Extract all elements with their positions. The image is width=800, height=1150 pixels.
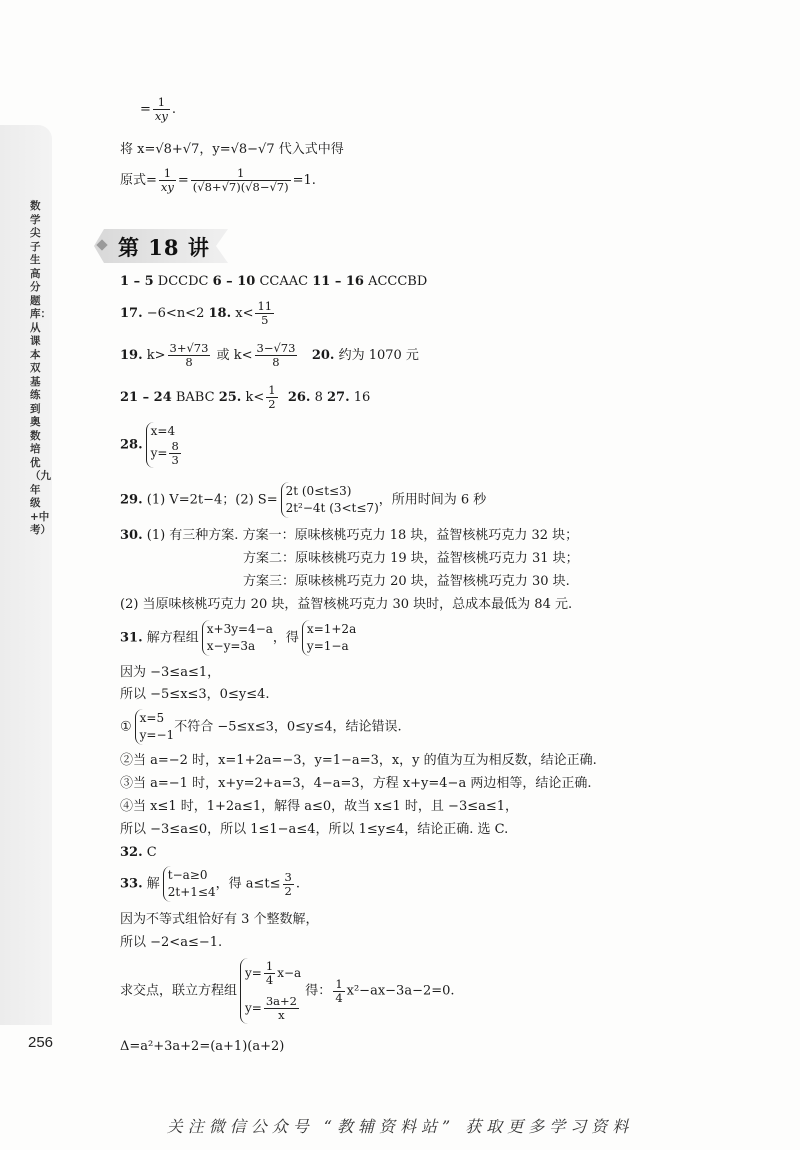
footer-watermark: 关注微信公众号 “教辅资料站” 获取更多学习资料 — [166, 1117, 634, 1136]
fraction: $\frac{3a+2}{x}$ — [265, 994, 297, 1022]
sidebar — [0, 125, 52, 1025]
sidebar-book-title: 数学尖子生高分题库：从课本双基练到奥数培优（九年级+中考） — [30, 200, 51, 536]
fraction: $\frac{1}{4}$ — [335, 976, 343, 1005]
diamond-icon — [96, 239, 107, 250]
fraction: $\frac{8}{3}$ — [171, 439, 179, 467]
answer-19-20: 19. k> $\frac{3+√73}{8}$ 或 k< $\frac{3-√73}{8}$ 20. 约为 1070 元 — [120, 341, 419, 369]
answer-33-line-4: 求交点，联立方程组 y= $\frac{1}{4}$ x−a y= $\frac{3a+2}{x}$ 得： $\frac{1}{4}$ x²−ax−3a−2=0. — [120, 959, 455, 1022]
top-line-1: = $\frac{1}{xy}$ . — [140, 95, 177, 123]
fraction: $\frac{1}{4}$ — [265, 959, 274, 987]
answer-31-line-2: 因为 −3≤a≤1， — [120, 665, 221, 680]
answer-31-line-8: 所以 −3≤a≤0，所以 1≤1−a≤4，所以 1≤y≤4，结论正确. 选 C. — [120, 822, 509, 837]
answer-33-line-3: 所以 −2<a≤−1. — [120, 935, 223, 950]
answer-17-18: 17. −6<n<2 18. x< $\frac{11}{5}$ — [120, 299, 273, 327]
equation-system: t−a≥0 2t+1≤4 — [163, 866, 216, 902]
eq-sign: = — [140, 102, 151, 117]
answer-33-line-2: 因为不等式组恰好有 3 个整数解， — [120, 912, 319, 927]
answer-32: 32. C — [120, 845, 157, 860]
top-line-3: 原式= $\frac{1}{xy}$ = $\frac{1}{(√8+√7)(√8-√7)}$ =1. — [120, 166, 316, 194]
equation-system: y= $\frac{1}{4}$ x−a y= $\frac{3a+2}{x}$ — [240, 958, 301, 1024]
answer-31-line-6: ③当 a=−1 时，x+y=2+a=3，4−a=3，方程 x+y=4−a 两边相等，结论正确. — [120, 776, 592, 791]
fraction: $\frac{1}{(√8+√7)(√8-√7)}$ — [192, 166, 289, 194]
answer-33-line-5: Δ=a²+3a+2=(a+1)(a+2) — [120, 1039, 285, 1054]
answer-28: 28. x=4 y= $\frac{8}{3}$ — [120, 422, 183, 468]
answer-31-line-7: ④当 x≤1 时，1+2a≤1，解得 a≤0，故当 x≤1 时，且 −3≤a≤1， — [120, 799, 519, 814]
fraction: $\frac{1}{xy}$ — [160, 166, 174, 194]
fraction: $\frac{3}{2}$ — [284, 869, 292, 898]
answer-30-line-1: 30. (1) 有三种方案. 方案一：原味核桃巧克力 18 块，益智核桃巧克力 32 块； — [120, 528, 579, 543]
answer-33-line-1: 33. 解 t−a≥0 2t+1≤4 ，得 a≤t≤ $\frac{3}{2}$ . — [120, 866, 300, 902]
equation-system: x=4 y= $\frac{8}{3}$ — [146, 422, 183, 468]
fraction: $\frac{11}{5}$ — [257, 299, 273, 327]
answer-31-line-3: 所以 −5≤x≤3，0≤y≤4. — [120, 687, 270, 702]
fraction: $\frac{1}{2}$ — [268, 383, 276, 411]
lecture-title: 第 18 讲 — [118, 235, 210, 260]
top-line-2: 将 x=√8+√7，y=√8−√7 代入式中得 — [120, 142, 344, 157]
answer-29: 29. (1) V=2t−4；(2) S= 2t (0≤t≤3) 2t²−4t (3<t≤7) ，所用时间为 6 秒 — [120, 482, 486, 518]
answer-31-line-4: ① x=5 y=−1 不符合 −5≤x≤3，0≤y≤4，结论错误. — [120, 709, 402, 745]
fraction: $\frac{3+√73}{8}$ — [169, 341, 209, 369]
fraction: $\frac{1}{xy}$ — [154, 95, 168, 123]
answer-30-line-3: 方案三：原味核桃巧克力 20 块，益智核桃巧克力 30 块. — [243, 574, 570, 589]
answer-1-16: 1 – 5 DCCDC 6 – 10 CCAAC 11 – 16 ACCCBD — [120, 274, 428, 289]
answer-30-line-2: 方案二：原味核桃巧克力 19 块，益智核桃巧克力 31 块； — [243, 551, 579, 566]
page-number: 256 — [28, 1034, 54, 1051]
answer-31-line-5: ②当 a=−2 时，x=1+2a=−3，y=1−a=3，x，y 的值为互为相反数，结论正确. — [120, 753, 597, 768]
answer-31-line-1: 31. 解方程组 x+3y=4−a x−y=3a ，得 x=1+2a y=1−a — [120, 620, 356, 656]
equation-system: x=5 y=−1 — [135, 709, 175, 745]
answer-21-27: 21 – 24 BABC 25. k< $\frac{1}{2}$ 26. 8 27. 16 — [120, 383, 371, 411]
equation-system: x+3y=4−a x−y=3a — [202, 620, 273, 656]
fraction: $\frac{3-√73}{8}$ — [256, 341, 296, 369]
equation-system: x=1+2a y=1−a — [302, 620, 356, 656]
answer-30-line-4: (2) 当原味核桃巧克力 20 块，益智核桃巧克力 30 块时，总成本最低为 84 元. — [120, 597, 573, 612]
equation-system: 2t (0≤t≤3) 2t²−4t (3<t≤7) — [281, 482, 379, 518]
